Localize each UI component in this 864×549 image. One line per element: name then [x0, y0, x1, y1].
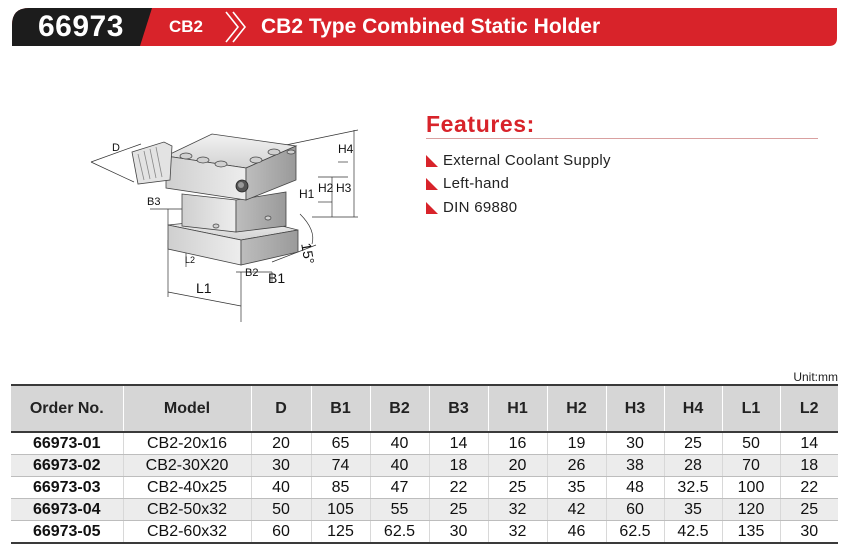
spec-table — [11, 384, 838, 544]
product-code: 66973 — [38, 10, 124, 43]
dim-label-b2: B2 — [245, 267, 259, 279]
series-label: CB2 — [169, 17, 204, 36]
column-header: Model — [123, 385, 251, 432]
table-row — [11, 432, 838, 455]
features-list — [426, 149, 611, 220]
bullet-triangle-icon — [426, 178, 438, 190]
column-header: B3 — [429, 385, 488, 432]
bullet-triangle-icon — [426, 155, 438, 167]
table-cell: 25 — [780, 499, 838, 521]
feature-item — [426, 149, 611, 173]
table-cell: 60 — [251, 521, 311, 544]
table-cell: 30 — [606, 432, 664, 455]
dim-label-b3: B3 — [147, 196, 161, 208]
table-cell: 40 — [370, 432, 429, 455]
table-cell: 30 — [429, 521, 488, 544]
table-cell: 42.5 — [664, 521, 722, 544]
table-cell: 50 — [251, 499, 311, 521]
column-header: Order No. — [11, 385, 123, 432]
table-cell: 105 — [311, 499, 370, 521]
dim-label-d: D — [112, 142, 120, 154]
table-cell: 66973-02 — [11, 455, 123, 477]
feature-text: Left-hand — [443, 175, 510, 193]
page-title: CB2 Type Combined Static Holder — [261, 15, 601, 38]
column-header: L2 — [780, 385, 838, 432]
unit-label: Unit:mm — [793, 370, 838, 384]
table-cell: 18 — [780, 455, 838, 477]
table-row — [11, 499, 838, 521]
table-cell: 16 — [488, 432, 547, 455]
table-cell: 32.5 — [664, 477, 722, 499]
column-header: B2 — [370, 385, 429, 432]
table-cell: 25 — [488, 477, 547, 499]
table-cell: 66973-01 — [11, 432, 123, 455]
dim-label-h3: H3 — [336, 181, 352, 195]
table-cell: 38 — [606, 455, 664, 477]
table-cell: 47 — [370, 477, 429, 499]
header-banner — [12, 8, 837, 46]
table-row — [11, 477, 838, 499]
table-row — [11, 521, 838, 544]
table-cell: 48 — [606, 477, 664, 499]
dim-label-l1: L1 — [196, 280, 212, 296]
column-header: H1 — [488, 385, 547, 432]
table-cell: 32 — [488, 521, 547, 544]
table-cell: 22 — [780, 477, 838, 499]
table-cell: 74 — [311, 455, 370, 477]
table-cell: 26 — [547, 455, 606, 477]
table-cell: 125 — [311, 521, 370, 544]
table-cell: 30 — [780, 521, 838, 544]
dim-label-angle: 15° — [298, 241, 318, 266]
table-cell: CB2-30X20 — [123, 455, 251, 477]
table-cell: 14 — [429, 432, 488, 455]
dim-label-l2: L2 — [185, 255, 196, 265]
table-cell: 35 — [547, 477, 606, 499]
table-cell: 28 — [664, 455, 722, 477]
table-cell: CB2-40x25 — [123, 477, 251, 499]
table-cell: CB2-60x32 — [123, 521, 251, 544]
table-cell: 30 — [251, 455, 311, 477]
table-cell: CB2-20x16 — [123, 432, 251, 455]
dim-label-h1: H1 — [299, 187, 315, 201]
table-cell: 100 — [722, 477, 780, 499]
feature-text: External Coolant Supply — [443, 151, 611, 169]
table-cell: 60 — [606, 499, 664, 521]
table-cell: 65 — [311, 432, 370, 455]
table-cell: 66973-05 — [11, 521, 123, 544]
table-cell: 22 — [429, 477, 488, 499]
table-cell: 25 — [429, 499, 488, 521]
table-cell: 40 — [370, 455, 429, 477]
table-cell: 55 — [370, 499, 429, 521]
table-cell: 25 — [664, 432, 722, 455]
feature-text: DIN 69880 — [443, 198, 518, 216]
table-cell: 20 — [488, 455, 547, 477]
column-header: B1 — [311, 385, 370, 432]
dim-label-b1: B1 — [268, 270, 286, 286]
dim-label-h4: H4 — [338, 142, 354, 156]
table-cell: 40 — [251, 477, 311, 499]
table-cell: 62.5 — [606, 521, 664, 544]
table-cell: 62.5 — [370, 521, 429, 544]
table-cell: 85 — [311, 477, 370, 499]
holder-drawing — [86, 122, 372, 327]
feature-item — [426, 196, 611, 220]
table-cell: 66973-04 — [11, 499, 123, 521]
table-cell: 70 — [722, 455, 780, 477]
column-header: H4 — [664, 385, 722, 432]
feature-item — [426, 173, 611, 197]
table-cell: 35 — [664, 499, 722, 521]
table-cell: 32 — [488, 499, 547, 521]
table-cell: 18 — [429, 455, 488, 477]
table-cell: 14 — [780, 432, 838, 455]
table-cell: 42 — [547, 499, 606, 521]
table-cell: 50 — [722, 432, 780, 455]
table-cell: 135 — [722, 521, 780, 544]
table-cell: CB2-50x32 — [123, 499, 251, 521]
table-cell: 19 — [547, 432, 606, 455]
column-header: H3 — [606, 385, 664, 432]
table-cell: 20 — [251, 432, 311, 455]
column-header: L1 — [722, 385, 780, 432]
table-row — [11, 455, 838, 477]
dim-label-h2: H2 — [318, 181, 334, 195]
column-header: D — [251, 385, 311, 432]
table-header-row — [11, 385, 838, 432]
table-cell: 120 — [722, 499, 780, 521]
table-cell: 46 — [547, 521, 606, 544]
technical-drawing — [86, 122, 372, 327]
features-divider — [426, 138, 818, 139]
table-cell: 66973-03 — [11, 477, 123, 499]
features-heading: Features: — [426, 111, 535, 137]
bullet-triangle-icon — [426, 202, 438, 214]
column-header: H2 — [547, 385, 606, 432]
